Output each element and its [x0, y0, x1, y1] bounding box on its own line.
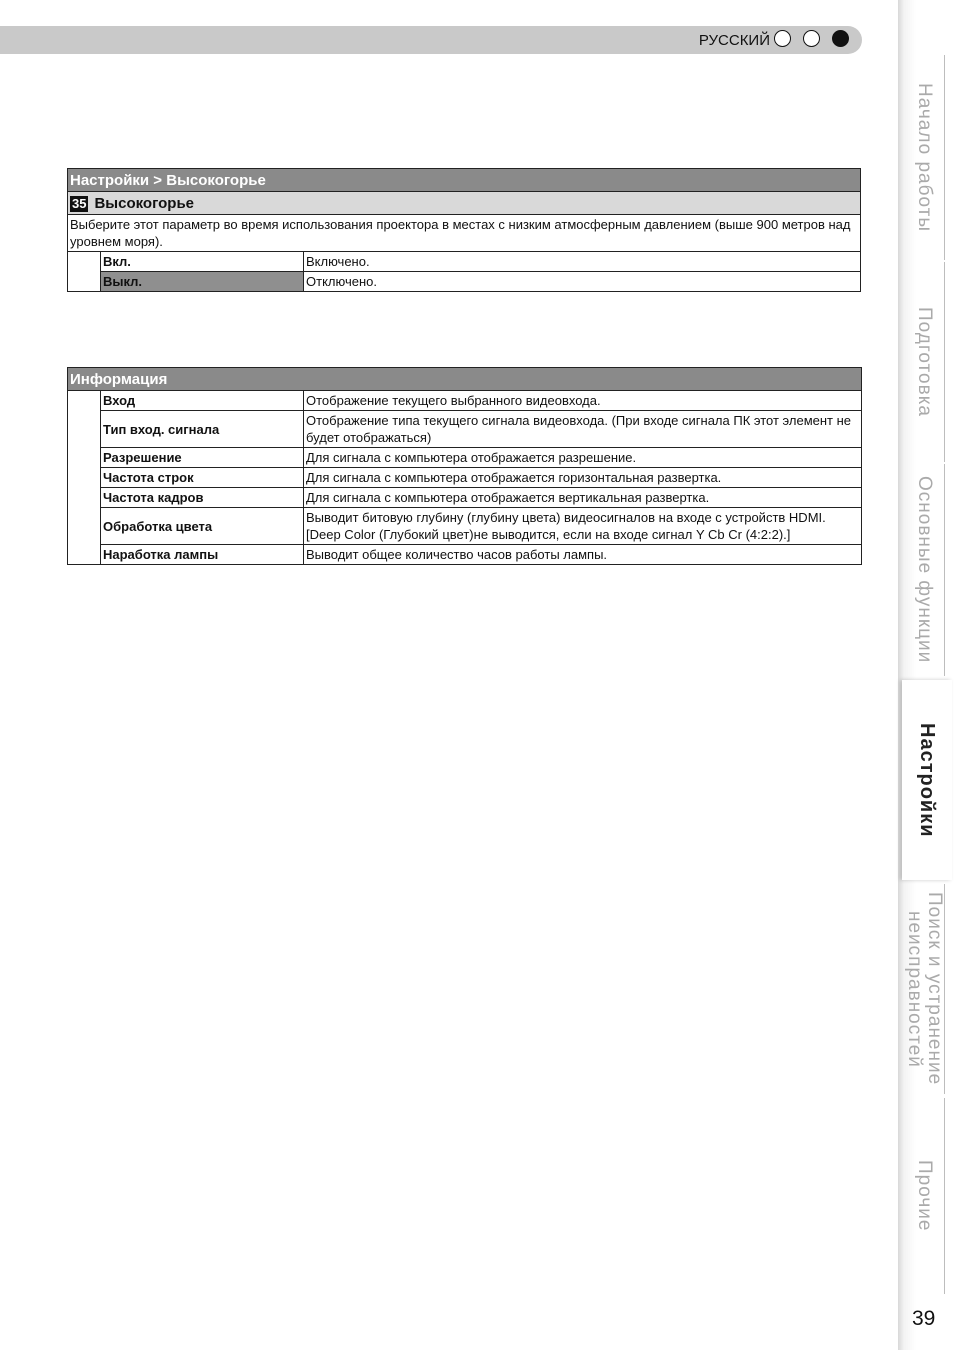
tab-settings[interactable]: [902, 680, 952, 880]
info-value: Для сигнала с компьютера отображается вертикальная развертка.: [304, 488, 862, 508]
language-indicator-empty-icon: [803, 30, 820, 47]
page-number: 39: [912, 1307, 936, 1330]
tab-preparation[interactable]: [904, 262, 945, 462]
language-indicator-filled-icon: [832, 30, 849, 47]
info-value: Отображение текущего выбранного видеовхода.: [304, 391, 862, 411]
info-value-note: [Deep Color (Глубокий цвет)не выводится, если на входе сигнал Y Cb Cr (4:2:2).]: [306, 527, 791, 542]
item-description: Выберите этот параметр во время использования проектора в местах с низким атмосферным давлением (выше 900 метров над уровнем моря).: [68, 215, 861, 252]
header-bar: [0, 26, 862, 54]
indent-cell: [68, 252, 101, 292]
option-value: Отключено.: [304, 272, 861, 292]
info-value: Для сигнала с компьютера отображается разрешение.: [304, 448, 862, 468]
info-label: Обработка цвета: [101, 508, 304, 545]
tab-label: Основные функции: [914, 476, 935, 664]
info-label: Тип вход. сигнала: [101, 411, 304, 448]
table-row: [68, 252, 861, 272]
option-value: Включено.: [304, 252, 861, 272]
table-row: [68, 468, 862, 488]
altitude-settings-table: [67, 168, 861, 292]
table-row: [68, 272, 861, 292]
table-row: [68, 508, 862, 545]
tab-label: Подготовка: [914, 306, 935, 417]
table-row: [68, 411, 862, 448]
table-row: [68, 545, 862, 565]
chapter-tabs: [898, 0, 954, 1350]
info-label: Вход: [101, 391, 304, 411]
table-row: [68, 448, 862, 468]
information-table: [67, 367, 862, 565]
tab-label: Настройки: [916, 722, 938, 838]
info-value: Выводит общее количество часов работы лампы.: [304, 545, 862, 565]
item-number-badge: 35: [72, 195, 87, 211]
info-label: Наработка лампы: [101, 545, 304, 565]
info-value: Для сигнала с компьютера отображается горизонтальная развертка.: [304, 468, 862, 488]
item-title: Высокогорье: [94, 194, 195, 212]
indent-cell: [68, 391, 101, 565]
item-title-row: [68, 192, 861, 215]
info-label: Разрешение: [101, 448, 304, 468]
info-value: Отображение типа текущего сигнала видеовхода. (При входе сигнала ПК этот элемент не будет отображаться): [304, 411, 862, 448]
language-label: РУССКИЙ: [698, 32, 770, 49]
tab-label: Поиск и устранение неисправностей: [904, 892, 945, 1086]
info-label: Частота кадров: [101, 488, 304, 508]
tab-troubleshooting[interactable]: [904, 884, 945, 1094]
tab-other[interactable]: [904, 1098, 945, 1294]
section-title: Настройки > Высокогорье: [68, 169, 861, 192]
table-row: [68, 391, 862, 411]
tab-label: Начало работы: [914, 82, 935, 232]
table-row: [68, 488, 862, 508]
tab-basic-functions[interactable]: [904, 464, 945, 676]
tab-getting-started[interactable]: [904, 55, 945, 260]
section-title: Информация: [68, 368, 862, 391]
info-value: [304, 508, 862, 545]
info-label: Частота строк: [101, 468, 304, 488]
option-label: Вкл.: [101, 252, 304, 272]
language-indicator-empty-icon: [774, 30, 791, 47]
tab-label: Прочие: [914, 1160, 935, 1232]
option-label-selected: Выкл.: [101, 272, 304, 292]
info-value-line: Выводит битовую глубину (глубину цвета) видеосигналов на входе с устройств HDMI.: [306, 510, 826, 525]
